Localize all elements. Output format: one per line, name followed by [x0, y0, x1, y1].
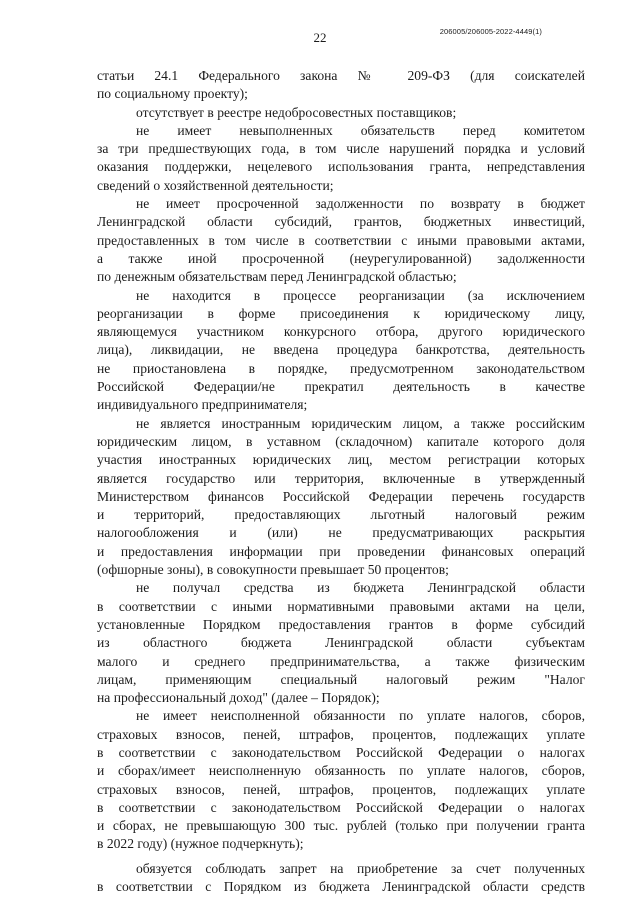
text-line: лица), ликвидации, не введена процедура банкротства, деятельность [97, 342, 585, 358]
text-line: и сборах, не превышающую 300 тыс. рублей (только при получении гранта [97, 818, 585, 834]
text-line: не получал средства из бюджета Ленинградской области [136, 580, 585, 596]
page-number: 22 [313, 30, 327, 45]
text-line: и сборах/имеет неисполненную обязанность по уплате налогов, сборов, [97, 763, 585, 779]
text-line: статьи 24.1 Федерального закона № 209-ФЗ (для соискателей [97, 68, 585, 83]
text-line: в 2022 году) (нужное подчеркнуть); [97, 836, 304, 852]
text-line: на профессиональный доход" (далее – Порядок); [97, 690, 380, 706]
text-line: а также иной просроченной (неурегулированной) задолженности [97, 250, 585, 266]
text-line: являющемуся участником конкурсного отбора, другого юридического [97, 324, 585, 340]
text-line: и предоставления информации при проведении финансовых операций [97, 543, 585, 559]
document-code: 206005/206005-2022-4449(1) [439, 27, 542, 36]
text-line: установленные Порядком предоставления грантов в форме субсидий [97, 616, 585, 632]
text-line: участия иностранных юридических лиц, местом регистрации которых [97, 452, 585, 468]
text-line: оказания поддержки, нецелевого использования гранта, непредставления [97, 159, 585, 175]
text-line: реорганизации в форме присоединения к юридическому лицу, [97, 305, 585, 321]
text-line: за три предшествующих года, в том числе нарушений порядка и условий [97, 141, 585, 157]
text-line: не приостановлена в порядке, предусмотренном законодательством [97, 360, 585, 376]
text-line: не находится в процессе реорганизации (за исключением [136, 287, 585, 303]
text-line: по денежным обязательствам перед Ленинградской областью; [97, 269, 457, 285]
text-line: индивидуального предпринимателя; [97, 397, 308, 413]
text-line: обязуется соблюдать запрет на приобретение за счет полученных [136, 860, 585, 876]
text-line: из областного бюджета Ленинградской области субъектам [97, 635, 585, 651]
text-line: не имеет просроченной задолженности по возврату в бюджет [136, 196, 585, 212]
text-line: не является иностранным юридическим лицом, а также российским [136, 415, 585, 431]
text-line: предоставленных в том числе в соответствии с иными правовыми актами, [97, 232, 585, 248]
text-line: малого и среднего предпринимательства, а также физическим [97, 653, 585, 669]
text-line: в соответствии с законодательством Российской Федерации о налогах [97, 799, 585, 815]
text-line: Российской Федерации/не прекратил деятельность в качестве [97, 379, 585, 395]
text-line: юридическим лицом, в уставном (складочном) капитале которого доля [97, 433, 585, 449]
text-line: не имеет невыполненных обязательств перед комитетом [136, 122, 585, 138]
text-line: по социальному проекту); [97, 86, 248, 102]
text-line: страховых взносов, пеней, штрафов, процентов, подлежащих уплате [97, 781, 585, 797]
text-line: налогообложения и (или) не предусматривающих раскрытия [97, 525, 585, 541]
text-line: сведений о хозяйственной деятельности; [97, 177, 334, 193]
document-body [97, 67, 585, 896]
text-line: и территорий, предоставляющих льготный налоговый режим [97, 507, 585, 523]
text-line: является государство или территория, включенные в утвержденный [97, 470, 585, 486]
text-line: лицам, применяющим специальный налоговый режим "Налог [97, 671, 585, 687]
text-line: Министерством финансов Российской Федерации перечень государств [97, 488, 585, 504]
text-line: (офшорные зоны), в совокупности превышает 50 процентов; [97, 562, 449, 578]
text-line: страховых взносов, пеней, штрафов, процентов, подлежащих уплате [97, 726, 585, 742]
text-line: в соответствии с Порядком из бюджета Ленинградской области средств [97, 879, 585, 895]
text-line: не имеет неисполненной обязанности по уплате налогов, сборов, [136, 708, 585, 724]
text-line: Ленинградской области субсидий, грантов, бюджетных инвестиций, [97, 214, 585, 230]
text-line: в соответствии с иными нормативными правовыми актами на цели, [97, 598, 585, 614]
text-line: отсутствует в реестре недобросовестных поставщиков; [136, 104, 457, 120]
text-line: в соответствии с законодательством Российской Федерации о налогах [97, 744, 585, 760]
